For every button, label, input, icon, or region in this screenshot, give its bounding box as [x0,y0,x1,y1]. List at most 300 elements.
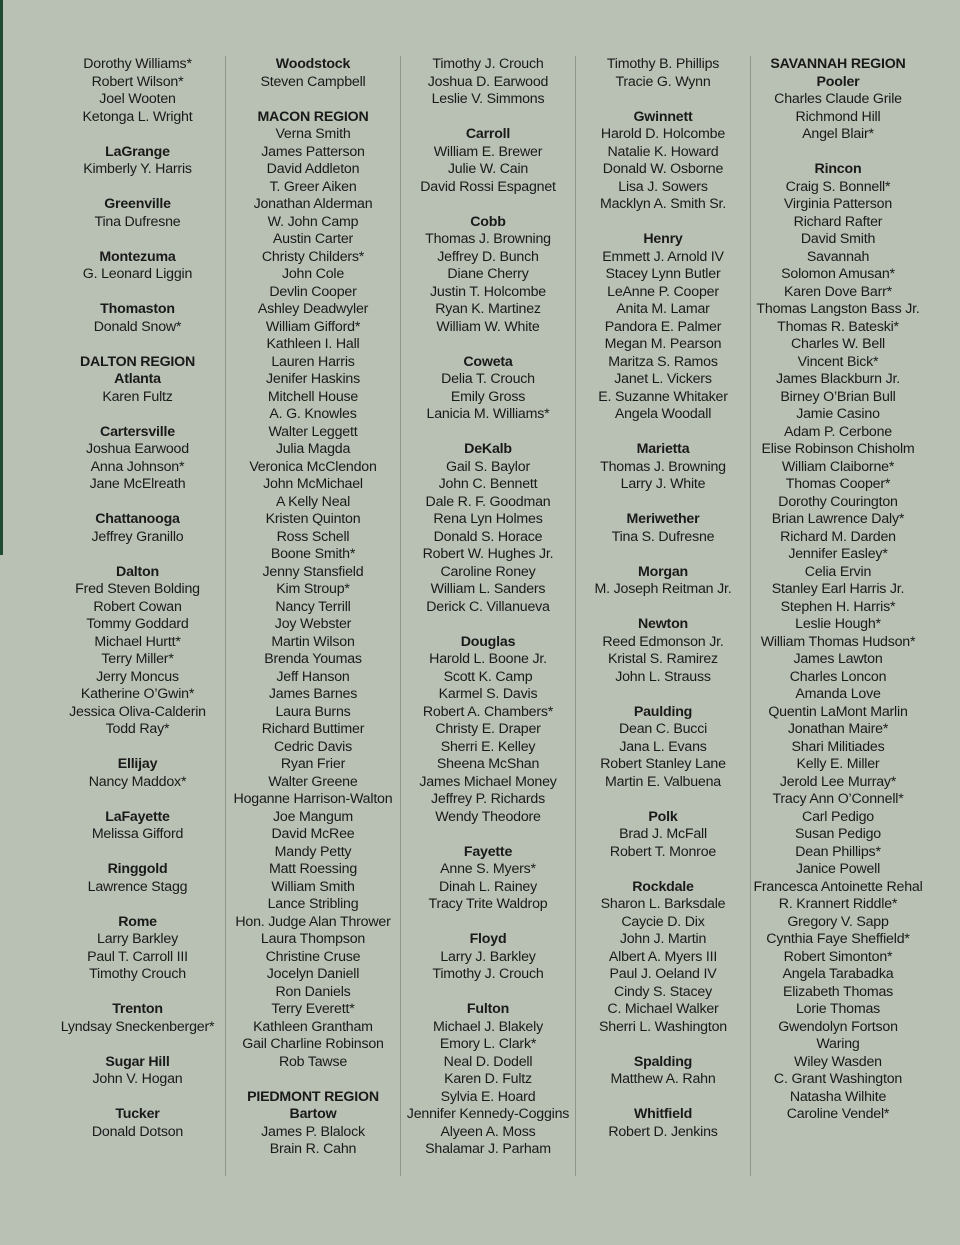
member-name: Albert A. Myers III [608,948,718,965]
member-name: James Barnes [268,686,358,702]
member-name: William E. Brewer [433,143,543,160]
city-heading: Gwinnett [633,108,693,125]
member-name: E. Suzanne Whitaker [598,388,728,405]
member-name: Caroline Roney [440,563,536,580]
city-heading: Sugar Hill [105,1053,170,1070]
member-group [576,564,750,599]
member-name: Robert W. Hughes Jr. [422,546,554,562]
member-name: Harold L. Boone Jr. [429,651,547,667]
member-group [50,756,225,791]
member-name: Cynthia Faye Sheffield* [766,931,910,947]
member-name: Jessica Oliva-Calderin [69,703,206,720]
member-name: Jeffrey Granillo [91,528,184,545]
member-name: Neal D. Dodell [443,1053,533,1070]
member-name: Gail S. Baylor [446,458,530,475]
city-heading: LaFayette [105,808,170,825]
member-name: Charles W. Bell [791,336,885,352]
member-name: Robert Wilson* [91,73,184,90]
member-name: A Kelly Neal [275,493,351,510]
column-5 [750,56,925,1176]
member-name: William Claiborne* [781,458,895,475]
member-name: Jerry Moncus [96,668,179,685]
member-name: David Addleton [266,161,360,177]
member-name: Lanicia M. Williams* [426,406,550,422]
member-name: Delia T. Crouch [441,371,535,387]
member-name: Richard Rafter [793,213,883,230]
member-name: Lyndsay Sneckenberger* [60,1018,215,1035]
member-name: Janet L. Vickers [614,371,712,387]
member-group [576,809,750,862]
member-group [751,161,925,1124]
member-name: Justin T. Holcombe [430,283,546,300]
member-group [576,511,750,546]
member-group [576,1054,750,1089]
member-name: Joel Wooten [99,91,176,107]
member-name: Paul J. Oeland IV [609,966,717,982]
member-name: Mandy Petty [274,843,352,860]
region-heading: SAVANNAH REGION [770,56,906,72]
member-name: Dorothy Courington [778,493,898,510]
city-heading: Ellijay [117,756,158,772]
member-name: Tina S. Dufresne [611,528,715,545]
member-name: Adam P. Cerbone [784,423,892,440]
city-heading: Meriwether [626,511,700,527]
member-group [50,1001,225,1036]
member-group [576,56,750,91]
member-name: John C. Bennett [438,476,538,492]
city-heading: Cobb [470,213,506,230]
city-heading: Tucker [115,1106,160,1122]
member-name: Donald Dotson [91,1123,184,1140]
member-name: David Smith [800,231,876,247]
city-heading: Atlanta [114,371,161,387]
member-name: Emily Gross [450,388,526,405]
member-name: Veronica McClendon [249,458,377,475]
member-name: Gail Charline Robinson [242,1036,384,1052]
member-name: Angela Tarabadka [782,966,894,982]
member-group [226,109,400,1072]
member-name: Walter Leggett [268,423,358,440]
member-name: Maritza S. Ramos [608,353,718,370]
member-name: Jerold Lee Murray* [779,773,897,790]
member-name: Natasha Wilhite [789,1088,887,1105]
member-group [576,1106,750,1141]
member-name: Terry Everett* [271,1001,355,1017]
member-name: Caycie D. Dix [621,913,705,930]
member-name: Michael J. Blakely [433,1018,543,1035]
member-name: Nancy Terrill [275,598,351,615]
member-name: Devlin Cooper [269,283,357,300]
member-name: Wiley Wasden [794,1053,882,1070]
member-name: John V. Hogan [92,1071,183,1087]
member-name: Alyeen A. Moss [440,1123,536,1140]
member-name: Angel Blair* [802,126,874,142]
member-name: Jennifer Kennedy-Coggins [406,1106,570,1122]
city-heading: Trenton [112,1001,163,1017]
member-name: Christy Childers* [261,248,365,265]
city-heading: Pooler [816,73,860,90]
member-name: Karen Dove Barr* [784,283,892,300]
member-name: Lorie Thomas [795,1001,881,1017]
member-name: Hon. Judge Alan Thrower [235,913,391,930]
member-name: Tina Dufresne [94,213,181,230]
member-name: Tracie G. Wynn [615,73,711,90]
member-name: Charles Claude Grile [774,91,902,107]
member-name: Timothy B. Phillips [606,56,720,72]
city-heading: Paulding [633,703,693,720]
member-name: Christine Cruse [265,948,361,965]
city-heading: Carroll [465,126,511,142]
member-name: Jeff Hanson [276,668,350,685]
member-name: Joy Webster [274,616,352,632]
member-name: Francesca Antoinette Rehal [753,878,923,895]
member-name: Nancy Maddox* [88,773,187,790]
member-name: Jonathan Maire* [787,721,889,737]
member-name: Craig S. Bonnell* [785,178,891,195]
member-name: Jamie Casino [796,406,880,422]
member-name: James Blackburn Jr. [776,371,900,387]
member-name: Anne S. Myers* [440,861,536,877]
member-name: Shalamar J. Parham [425,1141,551,1157]
member-group [576,109,750,214]
member-group [226,1089,400,1159]
member-name: Thomas Cooper* [785,476,891,492]
member-name: Virginia Patterson [783,196,893,212]
member-name: A. G. Knowles [269,406,357,422]
city-heading: Newton [637,616,689,632]
member-name: Ron Daniels [275,983,351,1000]
member-group [226,56,400,91]
member-name: Sylvia E. Hoard [440,1088,536,1105]
member-name: William Gifford* [265,318,361,335]
member-name: Robert A. Chambers* [422,703,554,720]
member-name: Stacey Lynn Butler [605,266,721,282]
member-name: Brain R. Cahn [269,1141,357,1157]
city-heading: Dalton [116,563,159,580]
city-heading: Bartow [289,1106,337,1122]
member-group [50,196,225,231]
member-name: Joe Mangum [272,808,353,825]
member-name: Lance Stribling [267,896,359,912]
member-name: C. Grant Washington [773,1071,903,1087]
member-name: Janice Powell [795,861,881,877]
member-name: M. Joseph Reitman Jr. [594,581,732,597]
member-name: Timothy J. Crouch [432,966,544,982]
member-name: Kimberly Y. Harris [83,161,192,177]
member-name: Steven Campbell [260,73,366,90]
member-name: Macklyn A. Smith Sr. [599,196,727,212]
member-name: Thomas R. Bateski* [777,318,899,335]
member-name: Laura Thompson [260,931,366,947]
member-name: Carl Pedigo [802,808,874,825]
member-name: Brad J. McFall [619,826,707,842]
member-name: Martin Wilson [271,633,355,650]
member-name: Jeffrey P. Richards [431,791,545,807]
city-heading: Marietta [636,441,690,457]
member-name: Ketonga L. Wright [82,108,193,125]
member-name: Austin Carter [272,231,354,247]
member-name: Dean Phillips* [795,843,881,860]
member-name: W. John Camp [267,213,359,230]
member-name: Quentin LaMont Marlin [768,703,908,720]
member-name: Jana L. Evans [619,738,707,755]
city-heading: Ringgold [107,861,168,877]
member-group [50,861,225,896]
member-group [401,56,575,109]
member-name: Jenifer Haskins [266,371,360,387]
member-name: Matthew A. Rahn [610,1071,716,1087]
member-name: Robert Stanley Lane [600,756,726,772]
member-name: Birney O’Brian Bull [780,388,896,405]
member-name: Kathleen Grantham [253,1018,373,1035]
member-name: Jeffrey D. Bunch [437,248,539,265]
city-heading: Spalding [633,1053,693,1070]
member-group [50,914,225,984]
member-name: Kim Stroup* [276,581,350,597]
member-group [751,56,925,144]
member-name: Larry Barkley [97,931,178,947]
city-heading: LaGrange [105,143,170,160]
member-name: R. Krannert Riddle* [778,896,898,912]
member-group [50,1106,225,1141]
member-name: Kathleen I. Hall [266,336,360,352]
member-name: Paul T. Carroll III [87,948,188,965]
member-name: Christy E. Draper [435,721,541,737]
member-name: Gregory V. Sapp [787,913,889,930]
member-name: Lauren Harris [271,353,355,370]
member-name: Angela Woodall [614,406,712,422]
member-name: Robert Cowan [93,598,182,615]
member-name: T. Greer Aiken [269,178,357,195]
member-group [576,616,750,686]
member-name: Karmel S. Davis [438,686,538,702]
member-name: Walter Greene [268,773,358,790]
member-group [576,704,750,792]
member-name: Thomas J. Browning [600,458,726,475]
member-name: Jonathan Alderman [253,196,373,212]
member-name: Donald W. Osborne [602,161,724,177]
member-name: Martin E. Valbuena [604,773,721,790]
member-list-columns [50,56,925,1176]
member-name: Richmond Hill [795,108,881,125]
region-heading: PIEDMONT REGION [247,1088,379,1105]
member-name: Julie W. Cain [447,161,529,177]
member-group [50,511,225,546]
member-name: Susan Pedigo [795,826,881,842]
city-heading: Douglas [460,633,516,650]
member-name: Natalie K. Howard [607,143,719,160]
member-name: Ross Schell [276,528,350,545]
member-group [50,301,225,336]
member-name: Sherri E. Kelley [440,738,536,755]
city-heading: Floyd [469,931,507,947]
edge-accent-bar [0,0,3,555]
city-heading: Whitfield [633,1106,693,1122]
city-heading: Fulton [466,1001,510,1017]
member-name: Mitchell House [267,388,359,405]
member-group [50,564,225,739]
member-name: Todd Ray* [105,721,170,737]
city-heading: Rome [118,913,157,930]
member-name: Donald Snow* [93,318,182,335]
member-name: Tracy Ann O’Connell* [772,791,904,807]
member-group [401,441,575,616]
city-heading: Cartersville [100,423,175,440]
member-name: Savannah [806,248,870,265]
city-heading: Greenville [104,196,171,212]
member-group [401,931,575,984]
member-group [50,354,225,407]
member-name: Robert T. Monroe [609,843,717,860]
member-name: Cedric Davis [273,738,352,755]
city-heading: Montezuma [99,248,176,265]
member-name: Matt Roessing [268,861,358,877]
city-heading: Chattanooga [95,511,180,527]
member-name: James Lawton [793,651,883,667]
member-name: Karen Fultz [102,388,173,405]
city-heading: DeKalb [464,441,512,457]
member-name: John L. Strauss [615,668,711,685]
member-name: Diane Cherry [447,266,529,282]
member-name: Amanda Love [795,686,881,702]
member-name: Kristal S. Ramirez [608,651,718,667]
member-name: William Smith [271,878,355,895]
member-name: Celia Ervin [804,563,872,580]
member-name: Katherine O’Gwin* [80,686,195,702]
member-name: Jane McElreath [89,476,186,492]
member-group [576,879,750,1037]
member-name: LeAnne P. Cooper [607,283,719,300]
member-name: David Rossi Espagnet [420,178,556,195]
member-name: Leslie V. Simmons [431,91,545,107]
member-name: Karen D. Fultz [444,1071,532,1087]
member-group [50,1054,225,1089]
member-group [50,249,225,284]
member-group [50,809,225,844]
city-heading: Henry [643,231,683,247]
member-group [50,424,225,494]
member-name: Dinah L. Rainey [439,878,537,895]
member-name: Sharon L. Barksdale [600,896,726,912]
member-name: Waring [816,1036,860,1052]
member-name: Dorothy Williams* [83,56,192,72]
member-name: Robert D. Jenkins [608,1123,718,1140]
member-name: Jocelyn Daniell [266,966,360,982]
member-name: John Cole [281,266,345,282]
member-name: Lawrence Stagg [87,878,188,895]
member-group [576,231,750,424]
member-name: James P. Blalock [261,1123,365,1140]
member-name: William Thomas Hudson* [760,633,916,650]
member-name: Pandora E. Palmer [604,318,722,335]
member-name: Sherri L. Washington [599,1018,727,1035]
member-name: Wendy Theodore [435,808,541,825]
member-name: Cindy S. Stacey [614,983,712,1000]
member-name: Kristen Quinton [265,511,361,527]
member-group [50,144,225,179]
member-name: Joshua D. Earwood [427,73,549,90]
member-name: Thomas J. Browning [425,231,551,247]
member-name: Ryan Frier [280,756,346,772]
member-name: Megan M. Pearson [604,336,722,352]
member-name: Elise Robinson Chisholm [761,441,915,457]
member-name: Anna Johnson* [90,458,185,475]
member-name: Brian Lawrence Daly* [771,511,905,527]
member-name: Hoganne Harrison-Walton [233,791,393,807]
member-name: Tommy Goddard [86,616,189,632]
member-name: Caroline Vendel* [786,1106,890,1122]
region-heading: DALTON REGION [79,353,196,370]
member-name: Larry J. White [620,476,706,492]
member-name: Thomas Langston Bass Jr. [756,301,920,317]
member-name: Shari Militiades [791,738,885,755]
member-name: Donald S. Horace [433,528,543,545]
member-group [576,441,750,494]
member-name: Gwendolyn Fortson [778,1018,898,1035]
city-heading: Rincon [814,161,862,177]
member-name: James Patterson [261,143,365,160]
member-name: John J. Martin [619,931,707,947]
member-name: C. Michael Walker [607,1001,719,1017]
member-group [401,214,575,337]
member-name: G. Leonard Liggin [82,266,193,282]
member-name: Kelly E. Miller [796,756,880,772]
city-heading: Woodstock [275,56,351,72]
member-name: Rena Lyn Holmes [433,511,543,527]
member-name: Larry J. Barkley [440,948,536,965]
member-name: Solomon Amusan* [781,266,895,282]
city-heading: Morgan [637,563,689,580]
member-name: Emmett J. Arnold IV [602,248,724,265]
member-name: William W. White [436,318,540,335]
member-name: Harold D. Holcombe [600,126,726,142]
member-name: Joshua Earwood [86,441,189,457]
member-name: Julia Magda [275,441,351,457]
member-name: Stanley Earl Harris Jr. [771,581,905,597]
member-name: Ryan K. Martinez [435,301,541,317]
city-heading: Polk [648,808,678,825]
member-name: Fred Steven Bolding [75,581,200,597]
city-heading: Coweta [463,353,513,370]
column-3 [400,56,575,1176]
member-name: Emory L. Clark* [439,1036,537,1052]
member-name: Derick C. Villanueva [426,598,550,615]
member-name: Timothy J. Crouch [432,56,544,72]
member-name: Brenda Youmas [264,651,362,667]
member-name: Richard M. Darden [780,528,896,545]
member-name: Reed Edmonson Jr. [602,633,724,650]
member-name: Rob Tawse [278,1053,348,1070]
member-name: Terry Miller* [101,651,174,667]
city-heading: Thomaston [100,301,175,317]
member-name: William L. Sanders [430,581,546,597]
member-name: Robert Simonton* [783,948,893,965]
member-group [401,126,575,196]
member-group [401,634,575,827]
member-name: Stephen H. Harris* [780,598,896,615]
column-4 [575,56,750,1176]
member-name: Lisa J. Sowers [618,178,708,195]
member-group [401,354,575,424]
member-name: Elizabeth Thomas [782,983,894,1000]
member-name: Vincent Bick* [797,353,879,370]
member-name: Verna Smith [275,126,351,142]
member-name: Anita M. Lamar [616,301,710,317]
member-name: Melissa Gifford [91,826,184,842]
member-group [50,56,225,126]
member-name: Timothy Crouch [89,966,186,982]
column-1 [50,56,225,1176]
